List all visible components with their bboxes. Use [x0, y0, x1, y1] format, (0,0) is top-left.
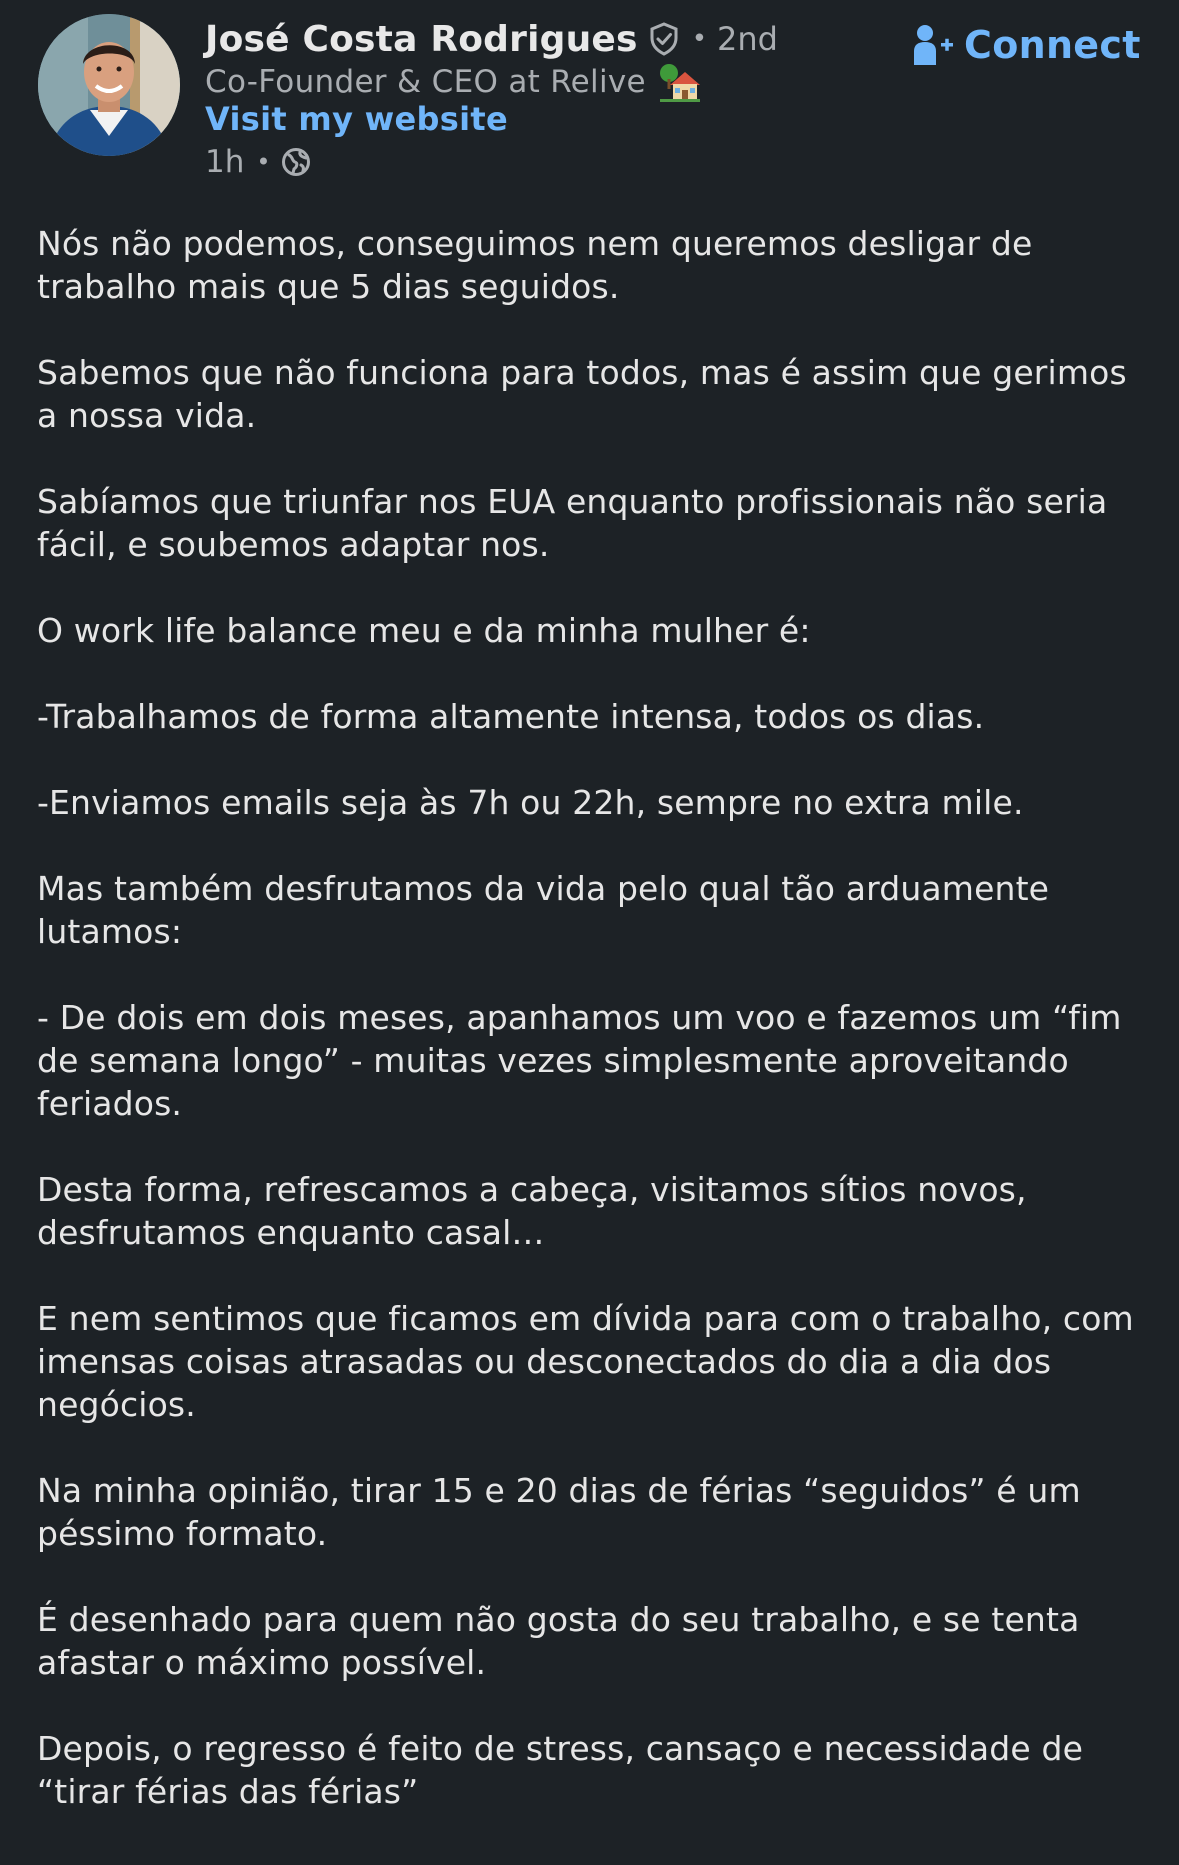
post-paragraph: -Enviamos emails seja às 7h ou 22h, sempre no extra mile. [37, 783, 1024, 822]
meta-separator-dot: • [256, 148, 271, 176]
avatar-photo [38, 14, 180, 156]
author-name-row [205, 16, 778, 62]
connection-degree: 2nd [717, 20, 778, 58]
author-name[interactable]: José Costa Rodrigues [205, 18, 638, 60]
author-headline: Co-Founder & CEO at Relive [205, 64, 646, 100]
verified-shield-icon [648, 22, 680, 56]
post-paragraph: E nem sentimos que ficamos em dívida para com o trabalho, com imensas coisas atrasadas ou desconectados do dia a dia dos negócios. [37, 1299, 1134, 1424]
post-paragraph: Sabemos que não funciona para todos, mas é assim que gerimos a nossa vida. [37, 353, 1127, 435]
post-timestamp: 1h [205, 144, 245, 180]
author-avatar[interactable] [38, 14, 180, 156]
post-paragraph: - De dois em dois meses, apanhamos um voo e fazemos um “fim de semana longo” - muitas vezes simplesmente aproveitando feriados. [37, 998, 1122, 1123]
post-paragraph: Na minha opinião, tirar 15 e 20 dias de férias “seguidos” é um péssimo formato. [37, 1471, 1081, 1553]
post-paragraph: Desta forma, refrescamos a cabeça, visitamos sítios novos, desfrutamos enquanto casal… [37, 1170, 1027, 1252]
house-with-garden-icon [658, 61, 702, 103]
post-header [0, 0, 1179, 185]
connect-label: Connect [964, 23, 1141, 67]
connect-button[interactable] [912, 20, 1141, 70]
post-meta-row [205, 142, 311, 182]
add-person-icon [912, 23, 954, 67]
author-headline-row [205, 60, 702, 104]
name-separator-dot: • [691, 24, 708, 54]
post-paragraph: -Trabalhamos de forma altamente intensa, todos os dias. [37, 697, 985, 736]
post-paragraph: Mas também desfrutamos da vida pelo qual tão arduamente lutamos: [37, 869, 1050, 951]
post-paragraph: Nós não podemos, conseguimos nem queremos desligar de trabalho mais que 5 dias seguidos. [37, 224, 1033, 306]
post-paragraph: É desenhado para quem não gosta do seu trabalho, e se tenta afastar o máximo possível. [37, 1600, 1080, 1682]
post-paragraph: Sabíamos que triunfar nos EUA enquanto profissionais não seria fácil, e soubemos adaptar nos. [37, 482, 1108, 564]
post-paragraph: O work life balance meu e da minha mulher é: [37, 611, 811, 650]
globe-icon [281, 147, 311, 177]
post-body [37, 222, 1152, 1856]
visit-website-link[interactable]: Visit my website [205, 100, 508, 138]
post-paragraph: Depois, o regresso é feito de stress, cansaço e necessidade de “tirar férias das férias” [37, 1729, 1084, 1811]
